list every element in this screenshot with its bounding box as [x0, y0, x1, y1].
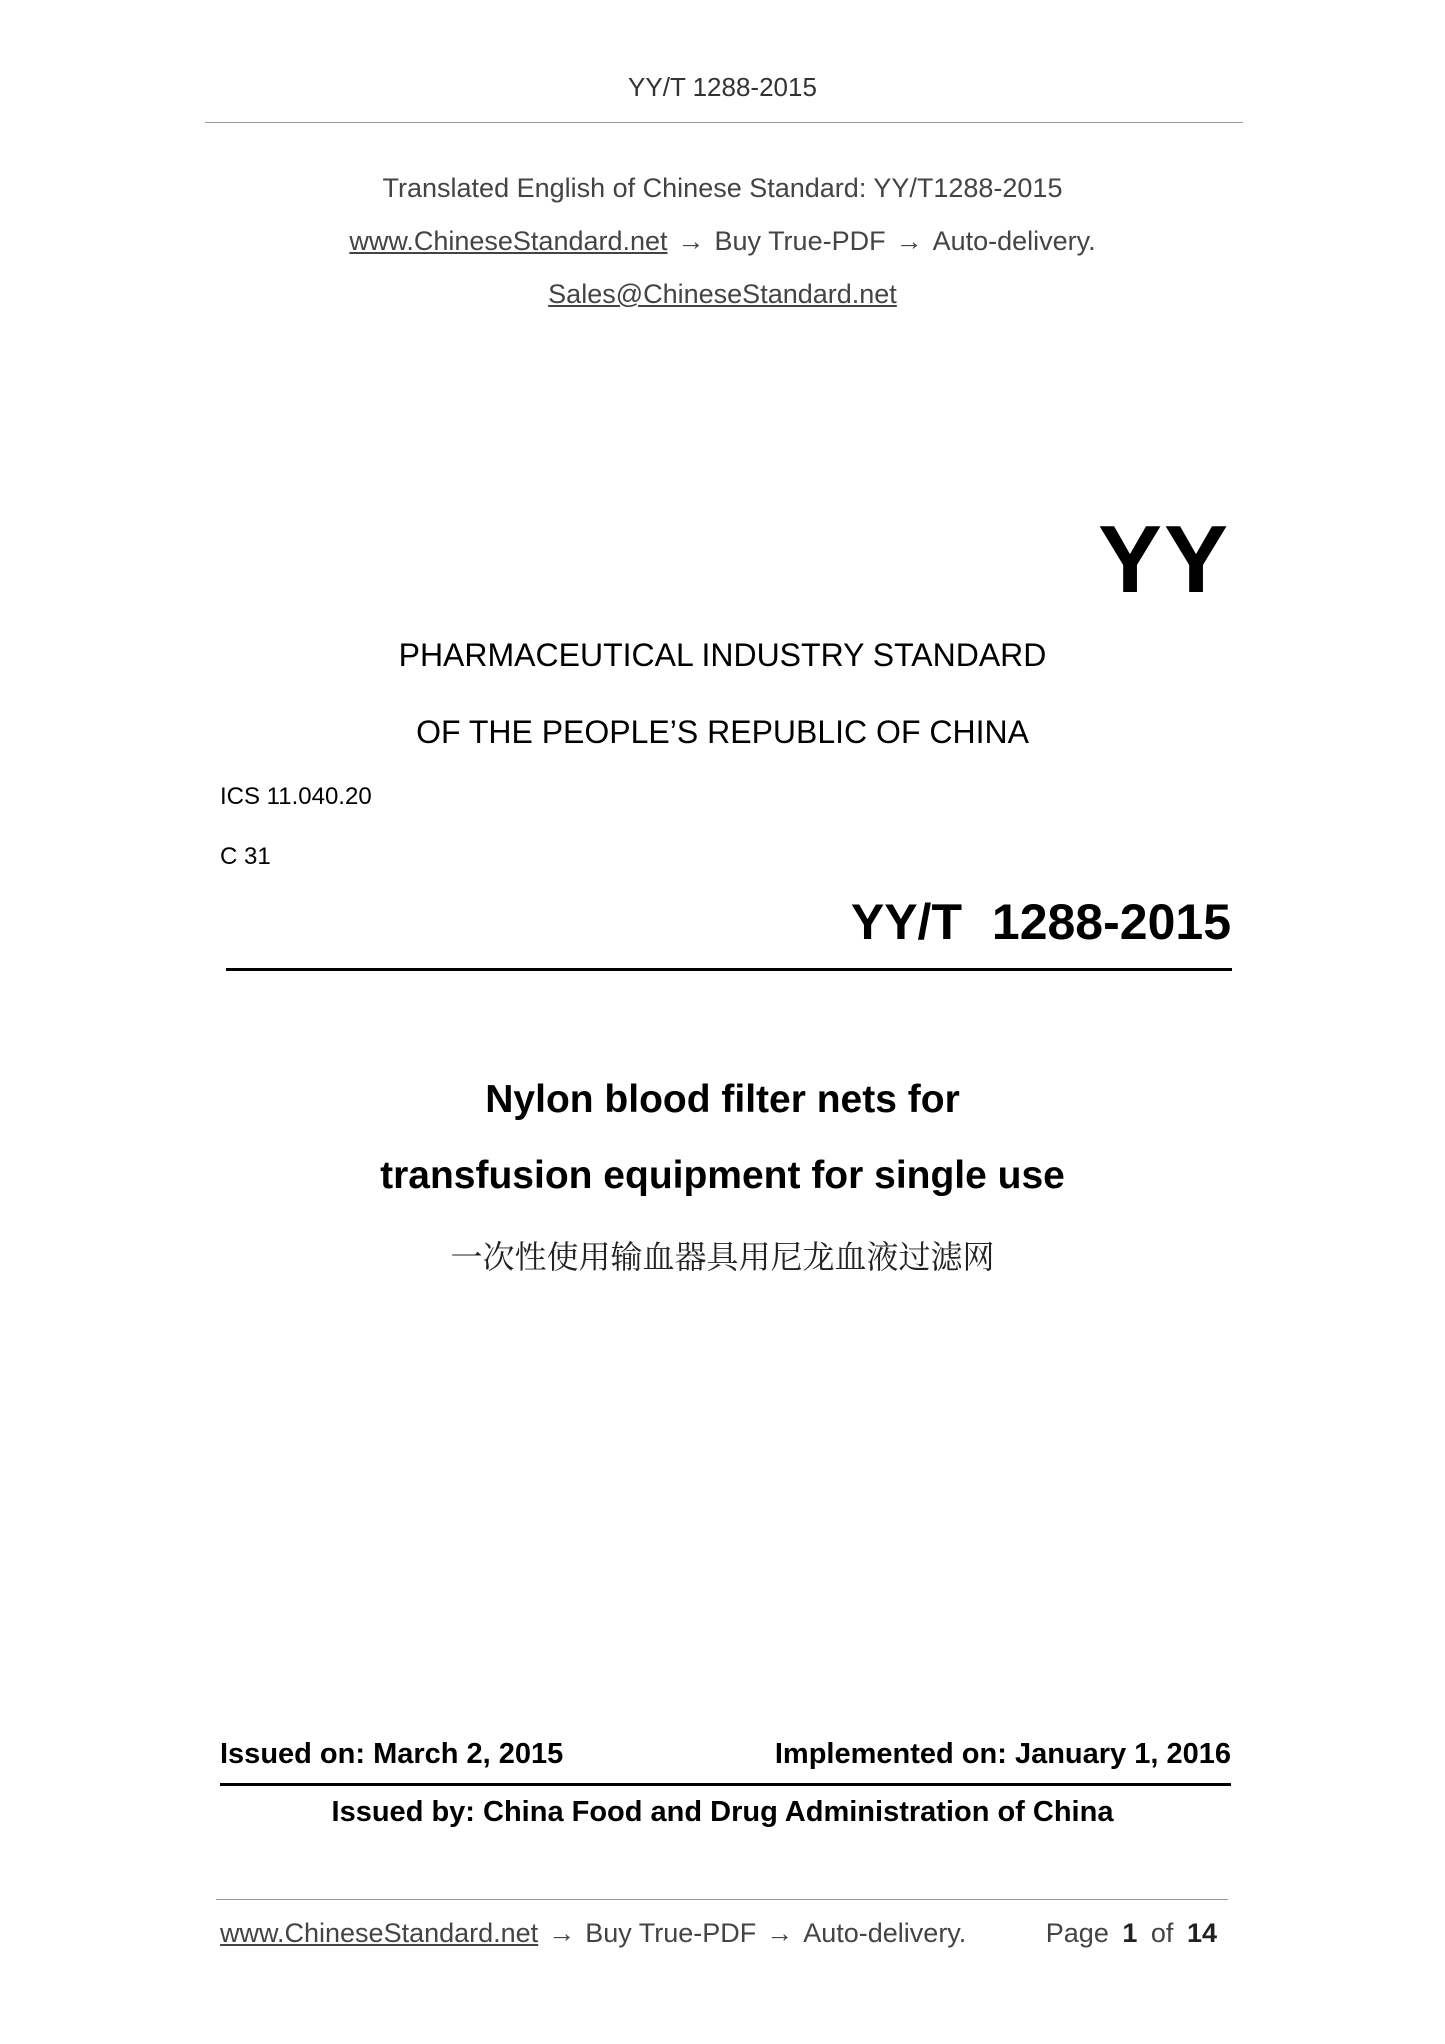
- standard-type-line1: PHARMACEUTICAL INDUSTRY STANDARD: [398, 637, 1047, 673]
- footer-website-link[interactable]: www.ChineseStandard.net: [220, 1918, 539, 1948]
- footer-delivery-text: Auto-delivery.: [803, 1918, 967, 1948]
- footer-purchase-line: [220, 1918, 966, 1949]
- page-word: Page: [1045, 1918, 1109, 1948]
- page-total: 14: [1186, 1918, 1217, 1948]
- delivery-text: Auto-delivery.: [932, 226, 1096, 256]
- footer-buy-text: Buy True-PDF: [585, 1918, 757, 1948]
- issuing-authority: Issued by: China Food and Drug Administration of China: [331, 1796, 1114, 1828]
- standard-number: YY/T 1288-2015: [850, 894, 1231, 950]
- arrow-right-icon: →: [895, 226, 923, 256]
- running-header: YY/T 1288-2015: [628, 72, 817, 102]
- ccs-code: C 31: [220, 843, 271, 870]
- email-link[interactable]: Sales@ChineseStandard.net: [548, 279, 897, 309]
- issue-divider: [220, 1783, 1231, 1786]
- arrow-right-icon: →: [548, 1918, 576, 1948]
- header-divider: [205, 122, 1243, 123]
- website-link[interactable]: www.ChineseStandard.net: [349, 226, 668, 256]
- standard-number-divider: [226, 968, 1232, 971]
- arrow-right-icon: →: [677, 226, 705, 256]
- standard-logo: YY: [1097, 506, 1230, 613]
- page-indicator: [1046, 1918, 1223, 1949]
- implemented-on-date: Implemented on: January 1, 2016: [774, 1738, 1231, 1770]
- ics-code: ICS 11.040.20: [220, 783, 372, 810]
- purchase-line: [0, 226, 1445, 257]
- buy-text: Buy True-PDF: [714, 226, 886, 256]
- page-current: 1: [1122, 1918, 1138, 1948]
- translation-notice: Translated English of Chinese Standard: YY/T1288-2015: [382, 173, 1063, 203]
- page-of-word: of: [1150, 1918, 1174, 1948]
- issued-on-date: Issued on: March 2, 2015: [220, 1738, 564, 1770]
- arrow-right-icon: →: [766, 1918, 794, 1948]
- document-title-chinese: 一次性使用输血器具用尼龙血液过滤网: [450, 1238, 995, 1276]
- standard-type-line2: OF THE PEOPLE’S REPUBLIC OF CHINA: [416, 714, 1029, 750]
- footer-divider: [216, 1899, 1228, 1900]
- email-line: [0, 279, 1445, 310]
- document-title-line1: Nylon blood filter nets for: [485, 1078, 960, 1121]
- document-title-line2: transfusion equipment for single use: [380, 1154, 1065, 1197]
